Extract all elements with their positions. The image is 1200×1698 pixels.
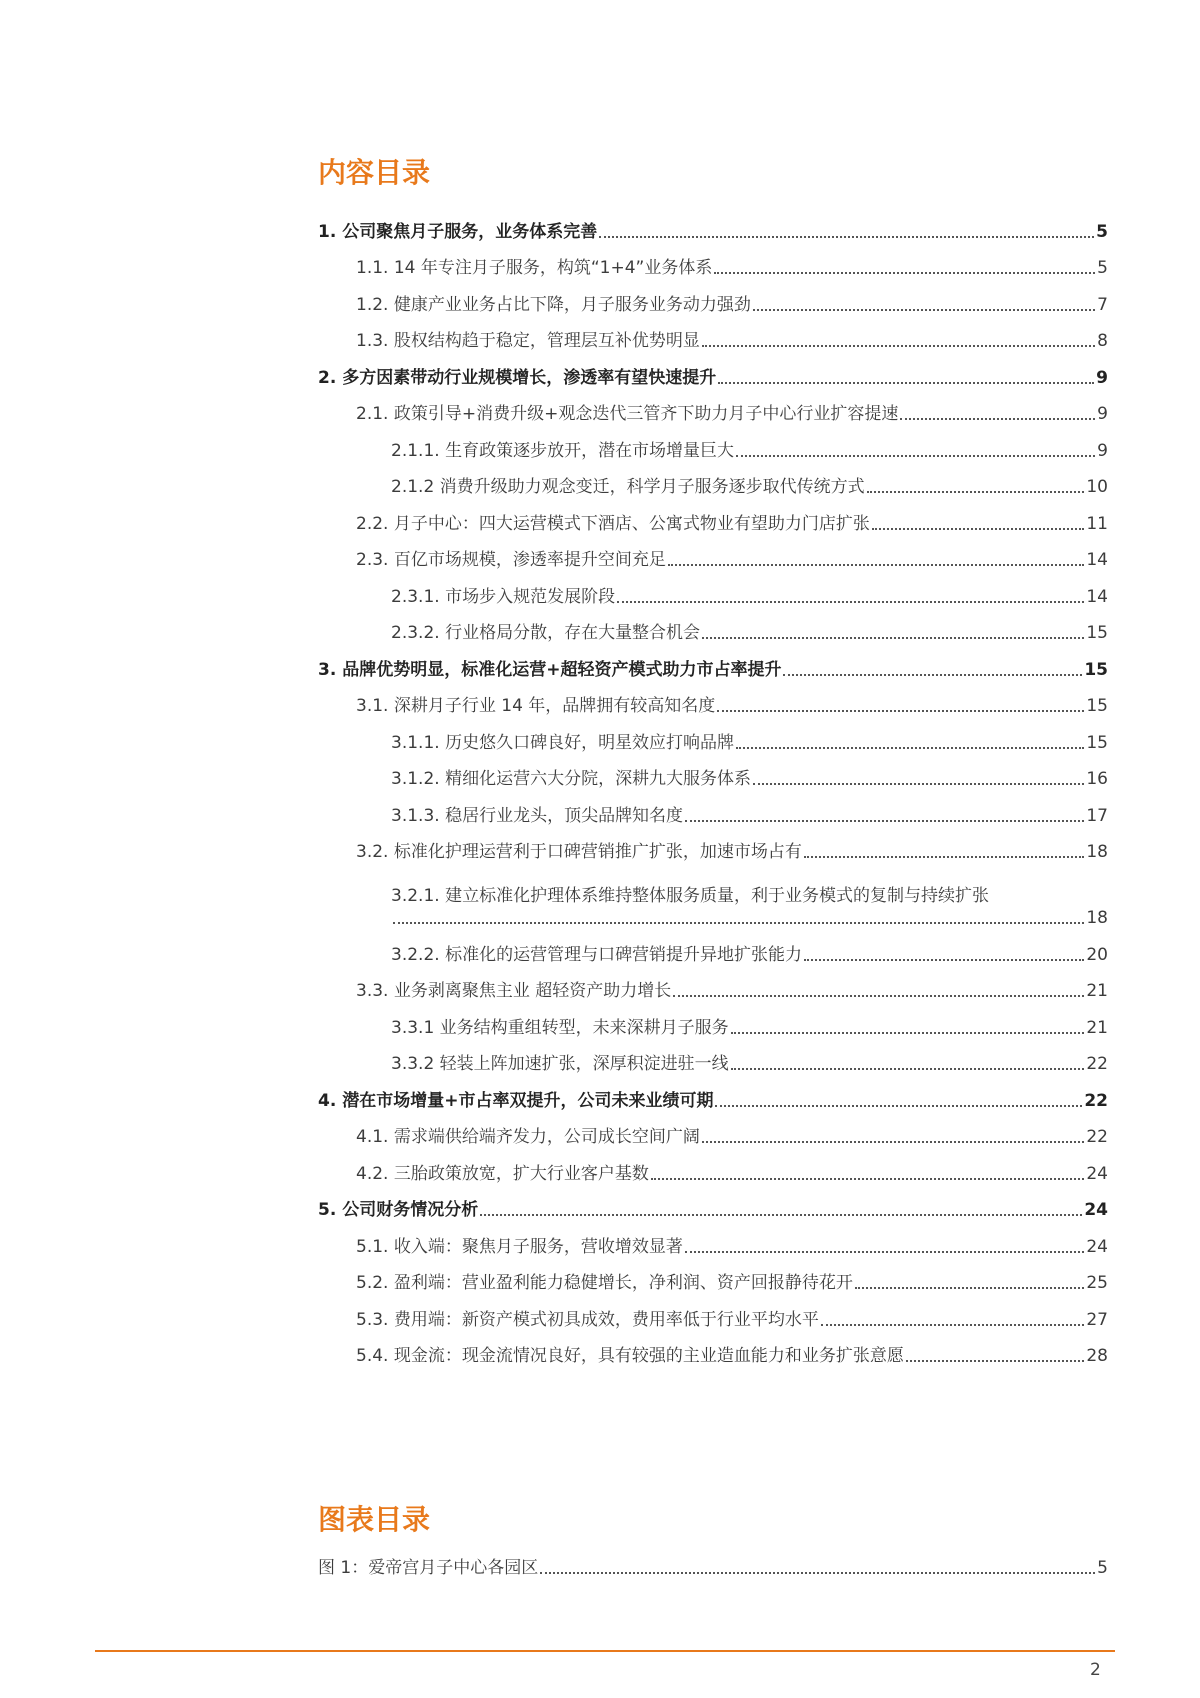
toc-entry-page: 8 [1097, 331, 1108, 351]
figures-heading: 图表目录 [318, 1503, 431, 1536]
dot-leader [872, 528, 1085, 530]
toc-entry[interactable] [318, 760, 1108, 797]
toc-entry-label: 4.2. 三胎政策放宽，扩大行业客户基数 [356, 1163, 649, 1184]
dot-leader [668, 564, 1085, 566]
toc-entry[interactable] [318, 796, 1108, 833]
toc-entry-label: 4.1. 需求端供给端齐发力，公司成长空间广阔 [356, 1127, 700, 1147]
dot-leader [702, 1141, 1085, 1143]
toc-entry-label: 3. 品牌优势明显，标准化运营+超轻资产模式助力市占率提升 [318, 659, 782, 680]
toc-entry[interactable] [318, 468, 1108, 505]
toc-entry[interactable] [318, 212, 1108, 249]
toc-entry-page: 28 [1086, 1346, 1108, 1366]
toc-entry-page: 5 [1096, 221, 1108, 242]
dot-leader [702, 345, 1095, 347]
toc-entry[interactable] [318, 285, 1108, 322]
toc-entry-page: 7 [1097, 294, 1108, 315]
toc-entry-page: 24 [1086, 1163, 1108, 1184]
dot-leader [718, 382, 1094, 384]
toc-entry-page: 24 [1084, 1200, 1108, 1220]
toc-entry-label: 3.2.1. 建立标准化护理体系维持整体服务质量，利于业务模式的复制与持续扩张 [391, 886, 990, 906]
toc-entry[interactable] [318, 577, 1108, 614]
toc-entry-label: 3.2. 标准化护理运营利于口碑营销推广扩张，加速市场占有 [356, 842, 802, 862]
toc-entry[interactable] [318, 1337, 1108, 1374]
toc-entry[interactable] [318, 504, 1108, 541]
toc-entry-page: 22 [1086, 1054, 1108, 1074]
dot-leader [685, 820, 1084, 822]
toc-entry-page: 18 [1086, 908, 1108, 928]
toc-entry-page: 9 [1097, 404, 1108, 424]
toc-entry[interactable] [318, 1008, 1108, 1045]
toc-entry-label: 2.1.1. 生育政策逐步放开，潜在市场增量巨大 [391, 440, 735, 461]
toc-entry-label: 1.3. 股权结构趋于稳定，管理层互补优势明显 [356, 331, 700, 351]
dot-leader [480, 1214, 1082, 1216]
toc-entry-page: 15 [1086, 732, 1108, 753]
toc-entry[interactable] [318, 1118, 1108, 1155]
toc-entry[interactable] [318, 431, 1108, 468]
toc-entry[interactable] [318, 1300, 1108, 1337]
dot-leader [783, 674, 1082, 676]
dot-leader [717, 710, 1084, 712]
toc-entry[interactable] [318, 1264, 1108, 1301]
figure-list [318, 1548, 1108, 1585]
toc-entry-page: 25 [1086, 1273, 1108, 1293]
toc-entry-label: 3.3. 业务剥离聚焦主业 超轻资产助力增长 [356, 981, 672, 1001]
toc-entry-page: 14 [1086, 550, 1108, 570]
toc-entry-page: 27 [1086, 1309, 1108, 1330]
toc-entry-label: 3.3.1 业务结构重组转型，未来深耕月子服务 [391, 1017, 729, 1038]
toc-entry[interactable] [318, 869, 1108, 935]
toc-entry-page: 14 [1086, 586, 1108, 607]
toc-entry-label: 1.1. 14 年专注月子服务，构筑“1+4”业务体系 [356, 258, 713, 278]
toc-entry[interactable] [318, 650, 1108, 687]
toc-entry-page: 17 [1086, 805, 1108, 826]
toc-entry-page: 22 [1086, 1127, 1108, 1147]
toc-entry-page: 5 [1097, 258, 1108, 278]
toc-entry[interactable] [318, 1191, 1108, 1228]
toc-entry[interactable] [318, 935, 1108, 972]
dot-leader [685, 1251, 1085, 1253]
dot-leader [714, 272, 1095, 274]
toc-entry[interactable] [318, 1045, 1108, 1082]
toc-entry-label: 5.1. 收入端：聚焦月子服务，营收增效显著 [356, 1236, 683, 1257]
toc-entry-label: 2. 多方因素带动行业规模增长，渗透率有望快速提升 [318, 367, 717, 388]
toc-entry[interactable] [318, 1081, 1108, 1118]
toc-entry[interactable] [318, 833, 1108, 870]
toc-entry-label: 2.1. 政策引导+消费升级+观念迭代三管齐下助力月子中心行业扩容提速 [356, 404, 899, 424]
dot-leader [731, 1032, 1085, 1034]
toc-entry[interactable] [318, 687, 1108, 724]
toc-entry-label: 3.1.1. 历史悠久口碑良好，明星效应打响品牌 [391, 732, 735, 753]
footer-divider [95, 1650, 1115, 1652]
dot-leader [906, 1360, 1085, 1362]
toc-entry-page: 21 [1086, 1017, 1108, 1038]
dot-leader [736, 455, 1095, 457]
dot-leader [821, 1324, 1085, 1326]
toc-entry-label: 3.1. 深耕月子行业 14 年，品牌拥有较高知名度 [356, 696, 716, 716]
toc-entry-label: 2.1.2 消费升级助力观念变迁，科学月子服务逐步取代传统方式 [391, 477, 865, 497]
toc-entry-page: 9 [1097, 440, 1108, 461]
toc-entry-label: 4. 潜在市场增量+市占率双提升，公司未来业绩可期 [318, 1090, 714, 1111]
toc-entry-label: 5. 公司财务情况分析 [318, 1200, 479, 1220]
toc-entry-label: 2.2. 月子中心：四大运营模式下酒店、公寓式物业有望助力门店扩张 [356, 513, 870, 534]
toc-entry-label: 2.3.1. 市场步入规范发展阶段 [391, 586, 616, 607]
dot-leader [702, 637, 1084, 639]
toc-entry[interactable] [318, 358, 1108, 395]
dot-leader [753, 783, 1084, 785]
toc-entry[interactable] [318, 541, 1108, 578]
dot-leader [599, 236, 1094, 238]
toc-entry-page: 16 [1086, 769, 1108, 789]
toc-entry[interactable] [318, 972, 1108, 1009]
toc-entry[interactable] [318, 322, 1108, 359]
dot-leader [855, 1287, 1085, 1289]
figure-entry-page: 5 [1097, 1557, 1108, 1578]
toc-entry-label: 3.2.2. 标准化的运营管理与口碑营销提升异地扩张能力 [391, 944, 803, 965]
toc-entry-page: 10 [1086, 477, 1108, 497]
toc-entry-label: 2.3.2. 行业格局分散，存在大量整合机会 [391, 623, 701, 643]
toc-entry-label: 1.2. 健康产业业务占比下降，月子服务业务动力强劲 [356, 294, 751, 315]
toc-entry-page: 15 [1086, 696, 1108, 716]
toc-heading: 内容目录 [318, 156, 431, 189]
toc-entry-page: 24 [1086, 1236, 1108, 1257]
dot-leader [617, 601, 1084, 603]
toc-entry-page: 22 [1084, 1090, 1108, 1111]
dot-leader [900, 418, 1095, 420]
toc-entry-label: 1. 公司聚焦月子服务，业务体系完善 [318, 221, 598, 242]
dot-leader [673, 995, 1084, 997]
toc-entry-page: 15 [1084, 659, 1108, 680]
toc-entry-label: 3.1.2. 精细化运营六大分院，深耕九大服务体系 [391, 769, 752, 789]
toc-entry-label: 5.2. 盈利端：营业盈利能力稳健增长，净利润、资产回报静待花开 [356, 1273, 853, 1293]
toc-entry-page: 15 [1086, 623, 1108, 643]
dot-leader [393, 922, 1084, 924]
toc-entry-label: 3.1.3. 稳居行业龙头，顶尖品牌知名度 [391, 805, 684, 826]
toc-entry-page: 18 [1086, 842, 1108, 862]
figure-entry-label: 图 1：爱帝宫月子中心各园区 [318, 1557, 539, 1578]
dot-leader [736, 747, 1084, 749]
toc-entry-page: 21 [1086, 981, 1108, 1001]
dot-leader [753, 309, 1095, 311]
toc-entry[interactable] [318, 395, 1108, 432]
dot-leader [651, 1178, 1085, 1180]
figure-entry[interactable] [318, 1548, 1108, 1585]
toc-entry[interactable] [318, 1227, 1108, 1264]
toc-entry[interactable] [318, 723, 1108, 760]
toc-entry[interactable] [318, 614, 1108, 651]
toc-entry-label: 2.3. 百亿市场规模，渗透率提升空间充足 [356, 550, 666, 570]
table-of-contents [318, 212, 1108, 1373]
toc-entry[interactable] [318, 249, 1108, 286]
dot-leader [867, 491, 1085, 493]
toc-entry-label: 3.3.2 轻装上阵加速扩张，深厚积淀进驻一线 [391, 1054, 729, 1074]
page-number: 2 [1090, 1660, 1101, 1680]
toc-entry[interactable] [318, 1154, 1108, 1191]
toc-entry-label: 5.4. 现金流：现金流情况良好，具有较强的主业造血能力和业务扩张意愿 [356, 1346, 904, 1366]
toc-entry-label: 5.3. 费用端：新资产模式初具成效，费用率低于行业平均水平 [356, 1309, 819, 1330]
dot-leader [731, 1068, 1085, 1070]
toc-entry-page: 11 [1086, 513, 1108, 534]
toc-entry-page: 9 [1096, 367, 1108, 388]
dot-leader [540, 1572, 1095, 1574]
dot-leader [715, 1105, 1082, 1107]
dot-leader [804, 856, 1085, 858]
dot-leader [804, 959, 1084, 961]
toc-entry-page: 20 [1086, 944, 1108, 965]
